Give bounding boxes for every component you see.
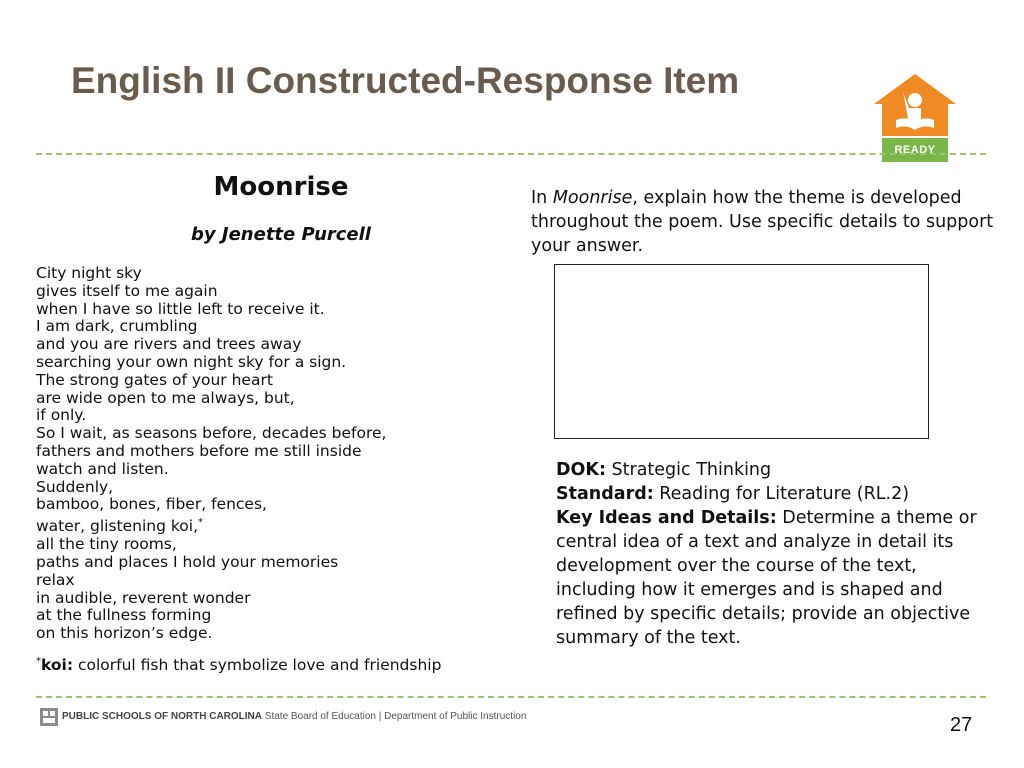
prompt-text: , explain how the theme is developed throughout the poem. Use specific details to support your answer.: [531, 188, 994, 256]
koi-footnote-marker: *: [198, 517, 204, 529]
footer-text: [62, 711, 526, 722]
poem-line: I am dark, crumbling: [36, 317, 198, 336]
poem-line: at the fullness forming: [36, 606, 212, 625]
slide-title: English II Constructed-Response Item: [71, 60, 740, 101]
poem-line: searching your own night sky for a sign.: [36, 352, 347, 371]
prompt-prefix: In: [531, 188, 553, 208]
poem-line: paths and places I hold your memories: [36, 552, 339, 571]
poem-line: relax: [36, 570, 75, 589]
poem-line: Suddenly,: [36, 477, 114, 496]
poem-line: The strong gates of your heart: [36, 370, 273, 389]
poem-line: So I wait, as seasons before, decades before,: [36, 424, 387, 443]
poem-line: in audible, reverent wonder: [36, 588, 251, 607]
poem-line: watch and listen.: [36, 459, 169, 478]
poem-line: fathers and mothers before me still inside: [36, 441, 362, 460]
poem-body: [36, 265, 516, 643]
dok-label: DOK:: [556, 460, 606, 480]
poem-line: if only.: [36, 406, 87, 425]
dok-value: Strategic Thinking: [605, 460, 772, 480]
footnote-definition: colorful fish that symbolize love and friendship: [73, 656, 442, 675]
footnote-marker: *: [36, 656, 41, 667]
poem-line: all the tiny rooms,: [36, 535, 177, 554]
poem-title: Moonrise: [213, 172, 349, 202]
key-ideas-value: Determine a theme or central idea of a text and analyze in detail its development over the course of the text, including how it emerges and is shaped and refined by specific details; provide an objective summary of the text.: [556, 508, 977, 648]
footer-departments: State Board of Education | Department of Public Instruction: [262, 711, 527, 722]
footer-org: PUBLIC SCHOOLS OF NORTH CAROLINA: [62, 711, 262, 722]
key-ideas-label: Key Ideas and Details:: [556, 508, 777, 528]
poem-line-koi: [36, 514, 516, 536]
ncdpi-logo-icon: [40, 708, 58, 726]
page-number: 27: [950, 714, 973, 736]
poem-line: when I have so little left to receive it.: [36, 299, 325, 318]
standard-value: Reading for Literature (RL.2): [653, 484, 910, 504]
top-divider: [36, 153, 986, 155]
standard-row: [556, 482, 996, 506]
answer-box[interactable]: [554, 264, 929, 439]
prompt-poem-title: Moonrise: [552, 188, 633, 208]
poem-line: bamboo, bones, fiber, fences,: [36, 495, 267, 514]
bottom-divider: [36, 696, 986, 698]
question-prompt: [531, 186, 1001, 258]
poem-line: are wide open to me always, but,: [36, 388, 295, 407]
item-metadata: [556, 458, 996, 650]
key-ideas-row: [556, 506, 996, 650]
poem-line-text: water, glistening koi,: [36, 517, 199, 536]
ready-logo-text: READY: [894, 144, 936, 156]
poem-line: City night sky: [36, 264, 142, 282]
footnote-term: koi:: [41, 656, 74, 675]
standard-label: Standard:: [556, 484, 654, 504]
dok-row: [556, 458, 996, 482]
poem-line: on this horizon’s edge.: [36, 624, 213, 643]
poem-line: gives itself to me again: [36, 281, 218, 300]
poem-line: and you are rivers and trees away: [36, 335, 302, 354]
koi-footnote: [36, 656, 441, 674]
poem-author: by Jenette Purcell: [191, 224, 371, 245]
